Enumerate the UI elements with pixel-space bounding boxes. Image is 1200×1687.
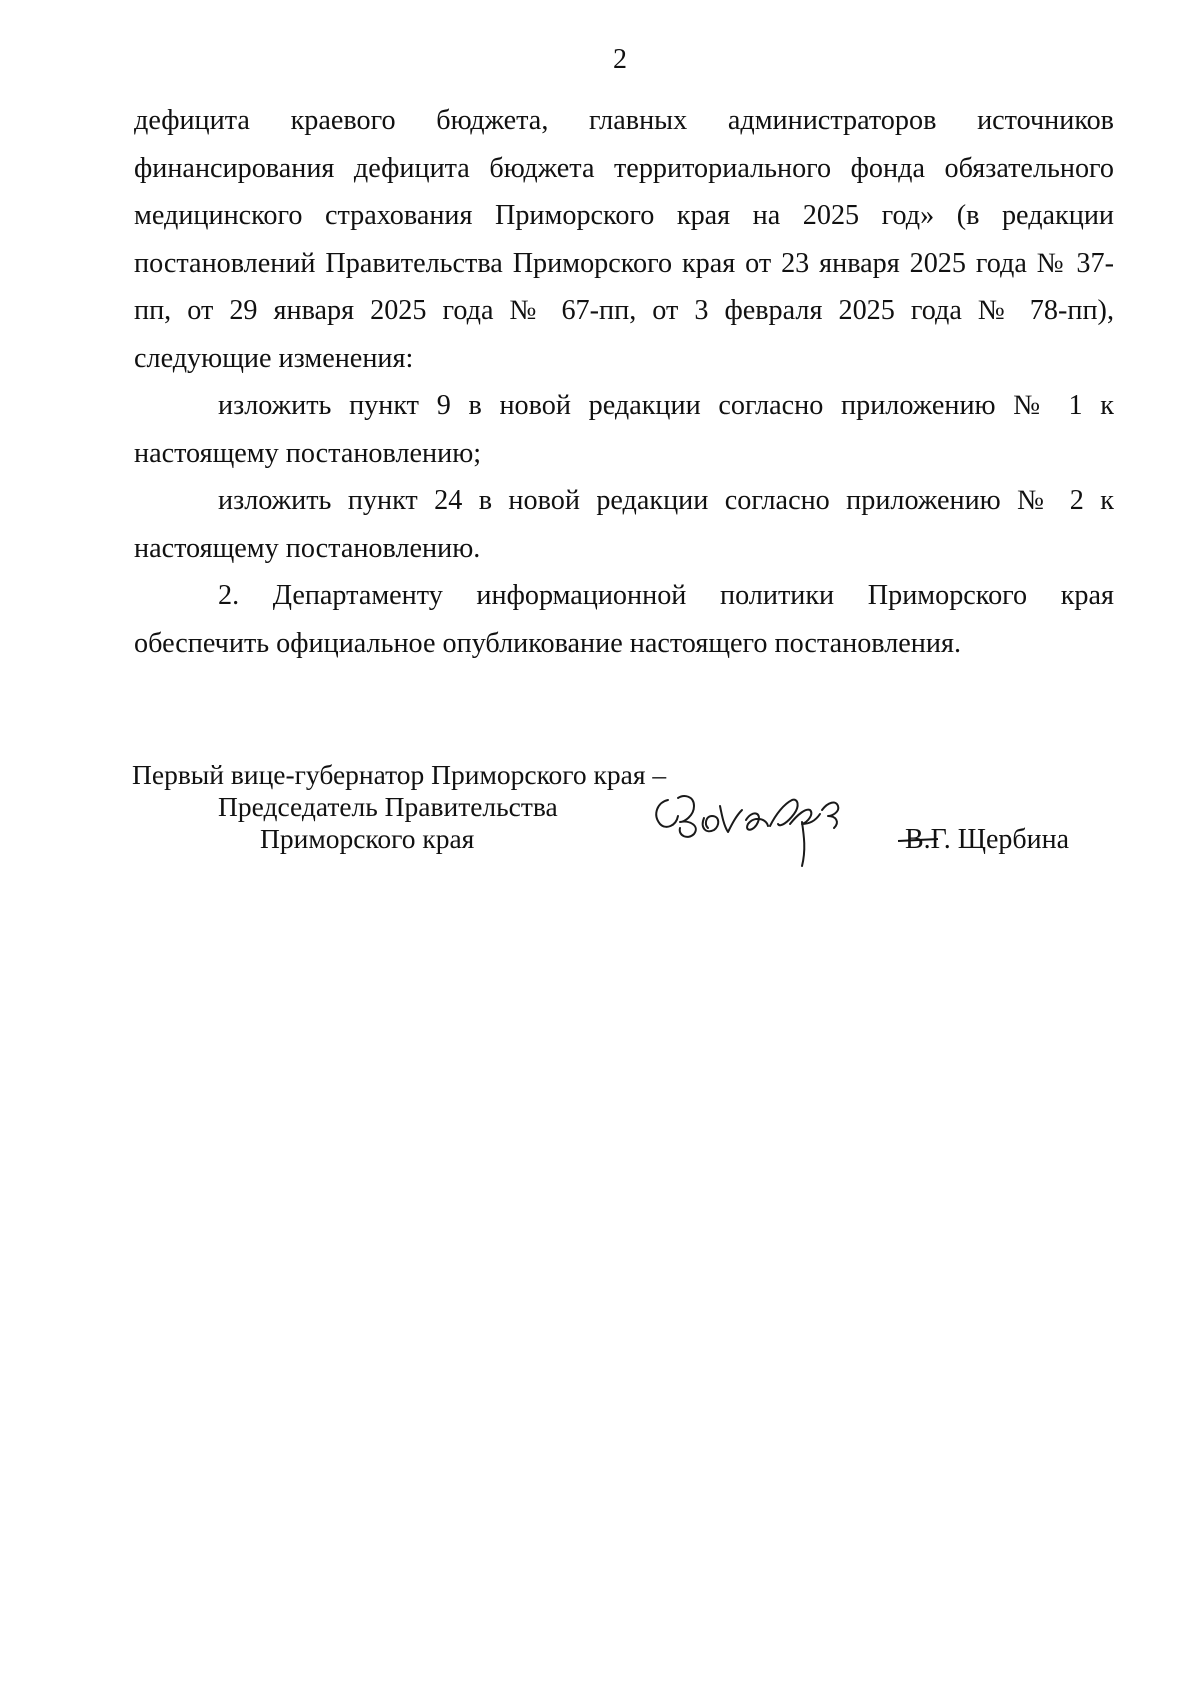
signatory-title-line2: Председатель Правительства [218, 791, 558, 822]
signatory-title [132, 759, 666, 855]
paragraph-intro: дефицита краевого бюджета, главных администраторов источников финансирования дефицита бюджета территориального фонда обязательного медицинского страхования Приморского края на 2025 год» (в редакции постановлений Правительства Приморского края от 23 января 2025 года № 37- пп, от 29 января 2025 года № 67-пп, от 3 февраля 2025 года № 78-пп), следующие изменения: [134, 105, 1114, 374]
handwritten-signature [650, 780, 910, 880]
paragraph-item-9: изложить пункт 9 в новой редакции согласно приложению № 1 к настоящему постановлению; [134, 390, 1114, 469]
page-number: 2 [613, 44, 627, 75]
signatory-title-line3: Приморского края [260, 823, 475, 854]
paragraph-item-24: изложить пункт 24 в новой редакции согласно приложению № 2 к настоящему постановлению. [134, 485, 1114, 564]
signer-name: В.Г. Щербина [905, 824, 1070, 855]
signatory-title-line1: Первый вице-губернатор Приморского края – [132, 759, 667, 790]
document-body [134, 97, 1114, 667]
paragraph-point-2: 2. Департаменту информационной политики Приморского края обеспечить официальное опубликование настоящего постановления. [134, 580, 1114, 659]
